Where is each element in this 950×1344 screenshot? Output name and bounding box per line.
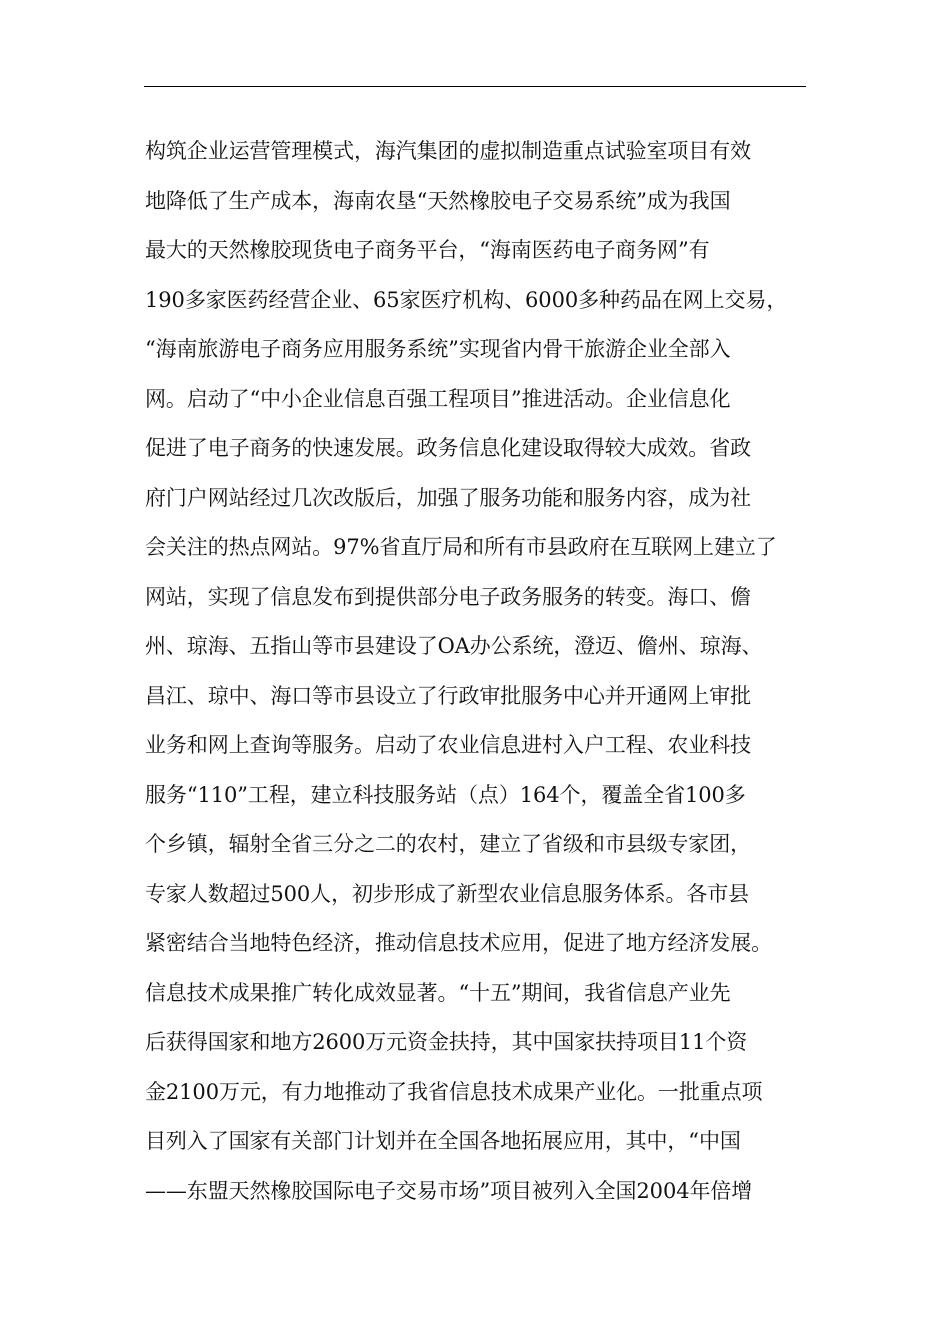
text-line: 专家人数超过500人，初步形成了新型农业信息服务体系。各市县	[145, 881, 750, 906]
text-line: 促进了电子商务的快速发展。政务信息化建设取得较大成效。省政	[145, 436, 751, 460]
text-line: 190多家医药经营企业、65家医疗机构、6000多种药品在网上交易，	[145, 287, 788, 312]
text-line: 州、琼海、五指山等市县建设了OA办公系统，澄迈、儋州、琼海、	[145, 634, 763, 658]
text-line: 紧密结合当地特色经济，推动信息技术应用，促进了地方经济发展。	[145, 931, 772, 955]
text-line: 府门户网站经过几次改版后，加强了服务功能和服务内容，成为社	[145, 485, 751, 510]
text-line: 地降低了生产成本，海南农垦“天然橡胶电子交易系统”成为我国	[145, 188, 731, 213]
text-line: ——东盟天然橡胶国际电子交易市场”项目被列入全国2004年倍增	[145, 1178, 753, 1203]
text-line: 目列入了国家有关部门计划并在全国各地拓展应用，其中，“中国	[145, 1129, 741, 1153]
body-paragraph	[145, 127, 810, 1216]
text-line: “海南旅游电子商务应用服务系统”实现省内骨干旅游企业全部入	[145, 337, 731, 361]
text-line: 金2100万元，有力地推动了我省信息技术成果产业化。一批重点项	[145, 1079, 763, 1104]
text-line: 业务和网上查询等服务。启动了农业信息进村入户工程、农业科技	[145, 733, 751, 757]
text-line: 网。启动了“中小企业信息百强工程项目”推进活动。企业信息化	[145, 386, 731, 411]
header-rule	[144, 86, 806, 87]
text-line: 最大的天然橡胶现货电子商务平台，“海南医药电子商务网”有	[145, 238, 710, 262]
text-line: 个乡镇，辐射全省三分之二的农村，建立了省级和市县级专家团，	[145, 832, 751, 856]
text-line: 后获得国家和地方2600万元资金扶持，其中国家扶持项目11个资	[145, 1030, 748, 1054]
text-line: 服务“110”工程，建立科技服务站（点）164个，覆盖全省100多	[145, 782, 746, 807]
text-line: 构筑企业运营管理模式，海汽集团的虚拟制造重点试验室项目有效	[145, 139, 751, 163]
text-line: 网站，实现了信息发布到提供部分电子政务服务的转变。海口、儋	[145, 584, 751, 609]
text-line: 会关注的热点网站。97%省直厅局和所有市县政府在互联网上建立了	[145, 535, 777, 559]
text-line: 昌江、琼中、海口等市县设立了行政审批服务中心并开通网上审批	[145, 683, 751, 708]
text-line: 信息技术成果推广转化成效显著。“十五”期间，我省信息产业先	[145, 980, 731, 1005]
